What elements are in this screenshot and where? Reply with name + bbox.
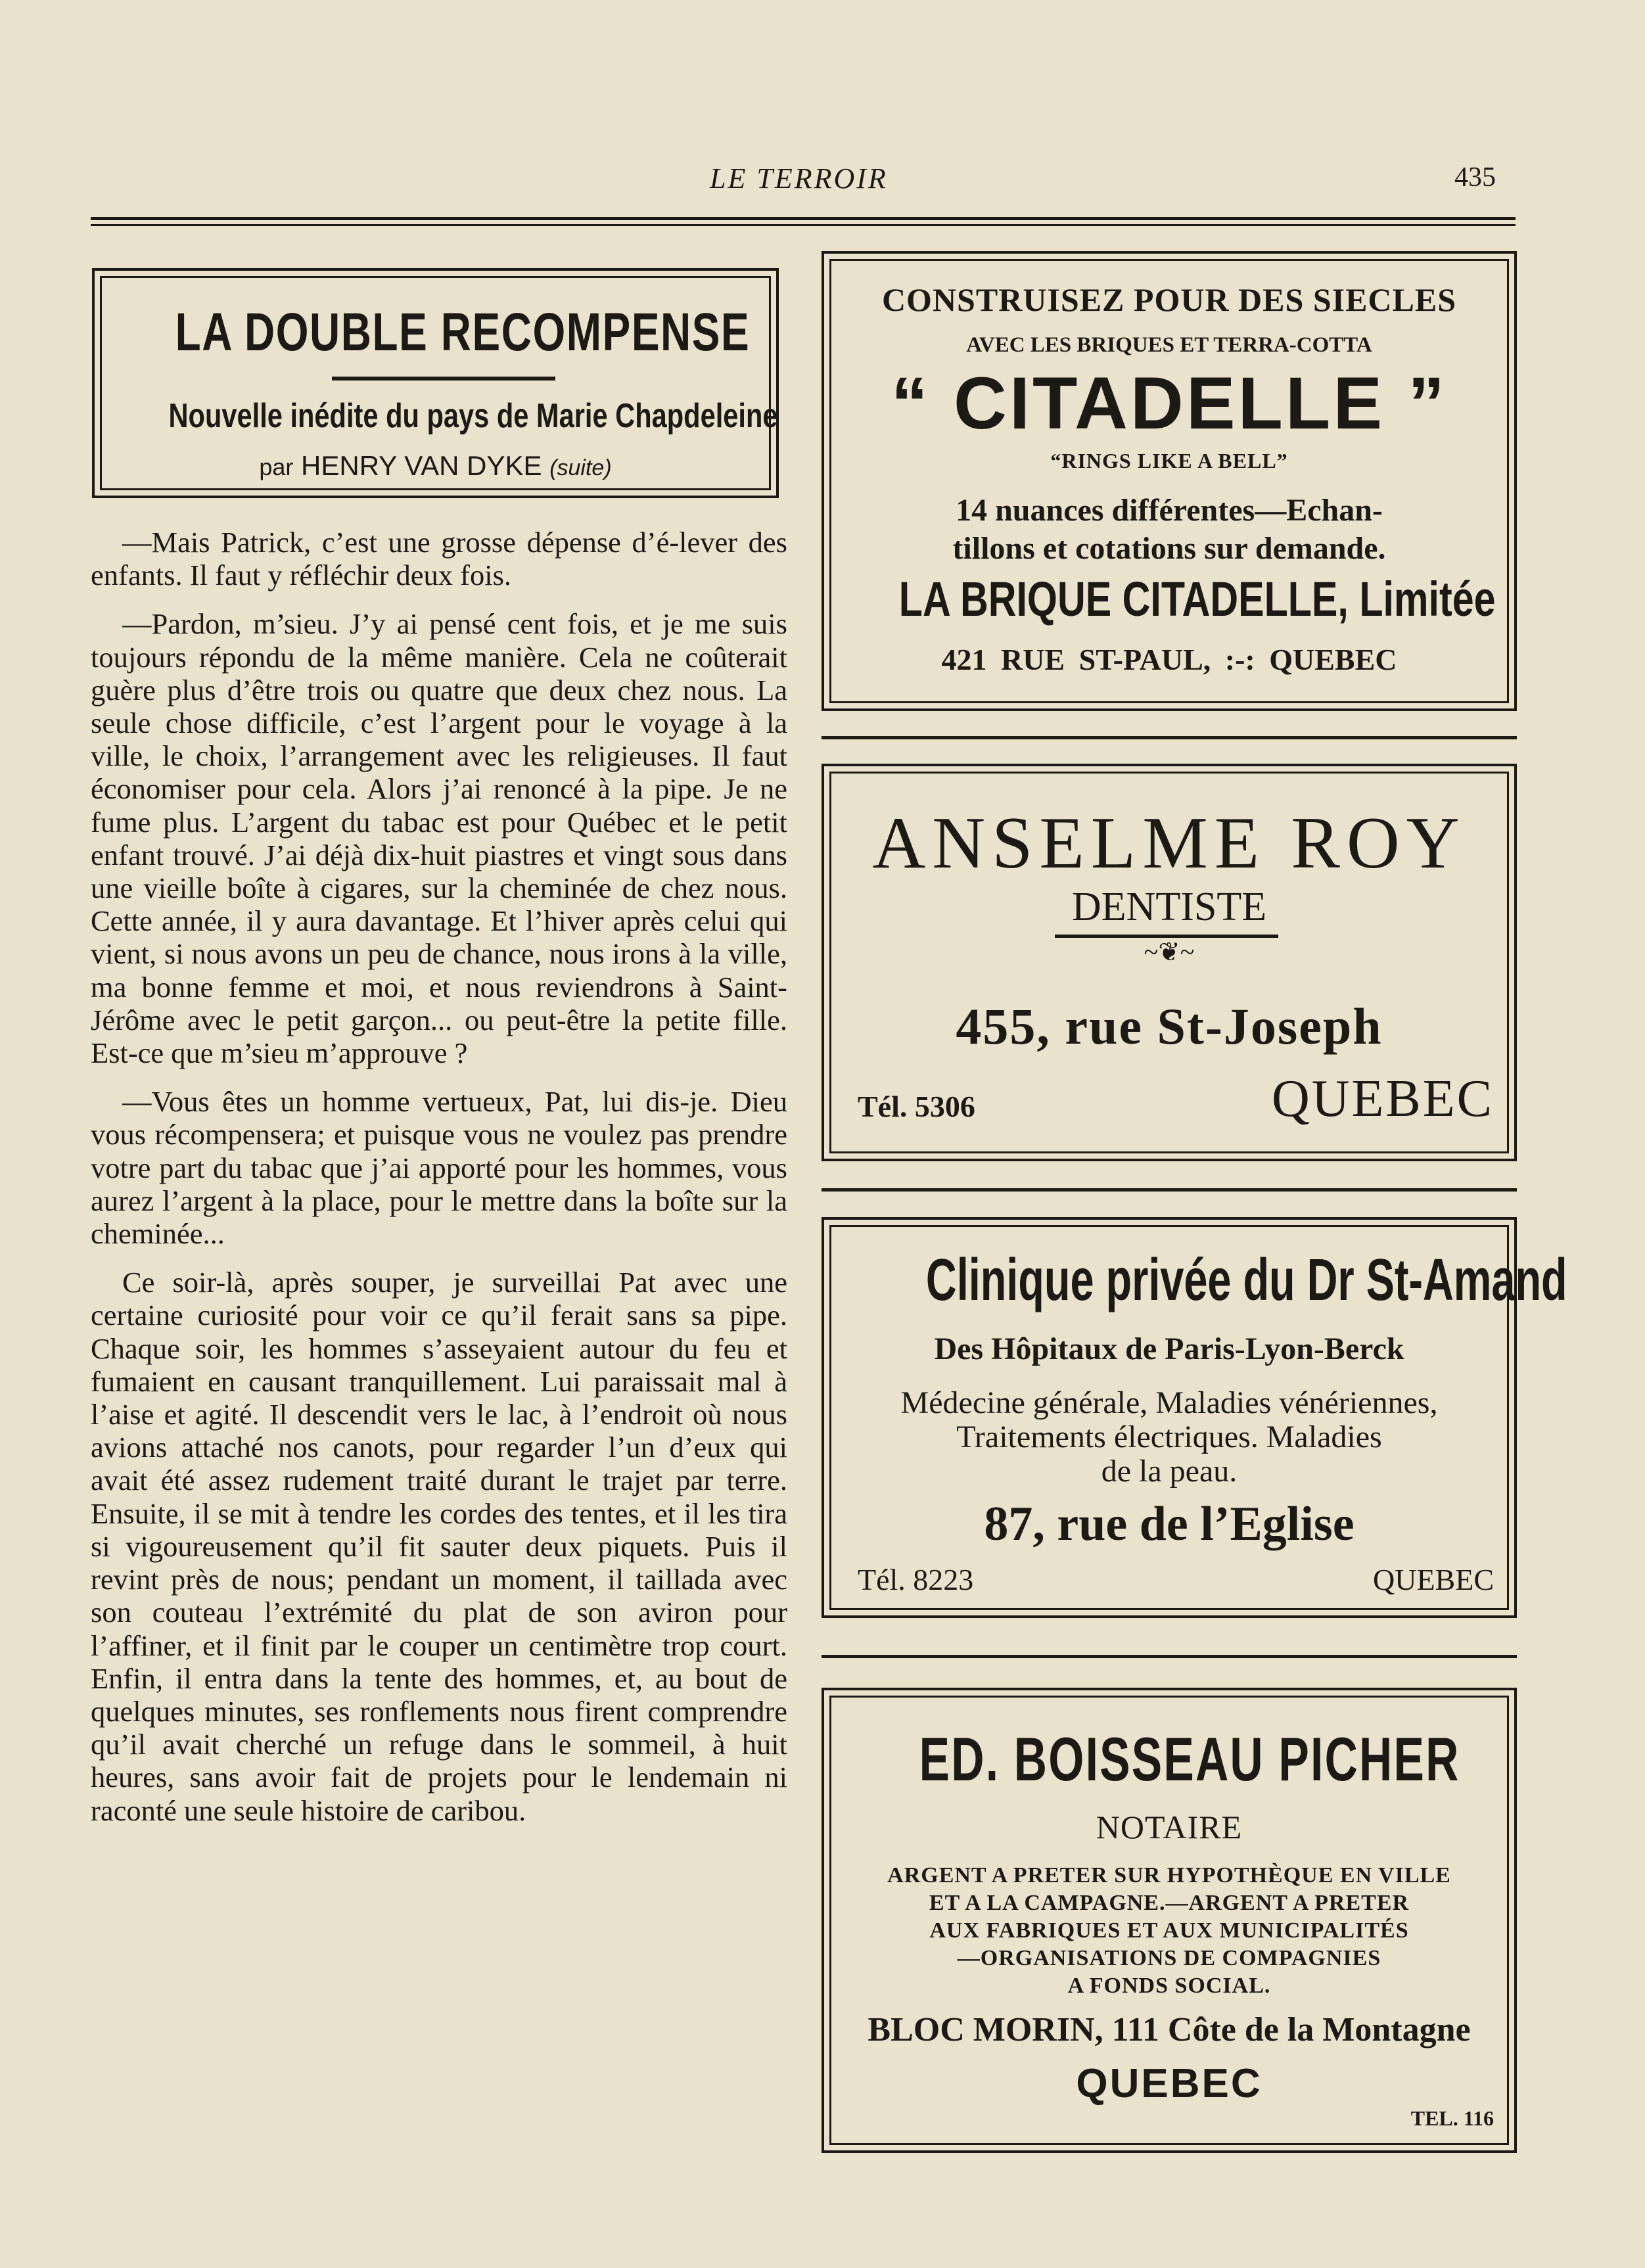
story-author: HENRY VAN DYKE — [301, 450, 542, 481]
byline-prefix: par — [259, 453, 294, 480]
citadelle-subline: AVEC LES BRIQUES ET TERRA-COTTA — [966, 333, 1372, 357]
title-underline — [332, 377, 555, 381]
story-body — [91, 526, 787, 1843]
citadelle-company: LA BRIQUE CITADELLE, Limitée — [898, 572, 1496, 626]
boisseau-description: ET A LA CAMPAGNE.—ARGENT A PRETER — [929, 1891, 1410, 1915]
boisseau-description: ARGENT A PRETER SUR HYPOTHÈQUE EN VILLE — [887, 1863, 1451, 1887]
citadelle-shades: 14 nuances différentes—Echan- — [956, 493, 1383, 528]
clinique-hospitals: Des Hôpitaux de Paris-Lyon-Berck — [934, 1331, 1404, 1366]
header-rule-bottom — [91, 224, 1516, 226]
page-number: 435 — [1454, 162, 1496, 193]
citadelle-samples: tillons et cotations sur demande. — [952, 531, 1386, 566]
roy-profession: DENTISTE — [1071, 885, 1267, 929]
ad-divider — [822, 1655, 1517, 1658]
roy-address: 455, rue St-Joseph — [956, 998, 1383, 1055]
boisseau-description: AUX FABRIQUES ET AUX MUNICIPALITÉS — [929, 1918, 1409, 1943]
story-paragraph: —Mais Patrick, c’est une grosse dépense d’é-lever des enfants. Il faut y réfléchir deux fois. — [91, 526, 787, 592]
roy-phone: Tél. 5306 — [858, 1090, 975, 1123]
ad-roy — [822, 764, 1517, 1161]
running-title: LE TERROIR — [710, 162, 888, 195]
boisseau-profession: NOTAIRE — [1096, 1809, 1243, 1845]
clinique-city: QUEBEC — [1373, 1563, 1494, 1596]
story-continued: (suite) — [549, 455, 612, 480]
ad-divider — [822, 1188, 1517, 1192]
citadelle-address: 421 RUE ST-PAUL, :-: QUEBEC — [941, 643, 1397, 676]
citadelle-headline: CONSTRUISEZ POUR DES SIECLES — [881, 281, 1457, 318]
story-title-box — [92, 268, 779, 498]
citadelle-tagline: “RINGS LIKE A BELL” — [1050, 449, 1288, 473]
clinique-services: Médecine générale, Maladies vénériennes, — [900, 1385, 1438, 1420]
ad-citadelle — [822, 251, 1517, 711]
ad-boisseau — [822, 1688, 1517, 2153]
ornament-icon: ~❦~ — [1144, 937, 1195, 967]
boisseau-description: A FONDS SOCIAL. — [1067, 1974, 1271, 1998]
clinique-services: de la peau. — [1101, 1454, 1238, 1489]
story-paragraph: —Pardon, m’sieu. J’y ai pensé cent fois, et je me suis toujours répondu de la même manière. Cela ne coûterait guère plus d’être trois ou quatre que deux chez nous. La seule chose difficile, c’est l’argent pour le voyage à la ville, le choix, l’arrangement avec les religieuses. Il faut économiser pour cela. Alors j’ai renoncé à la pipe. Je ne fume plus. L’argent du tabac est pour Québec et le petit enfant trouvé. J’ai déjà dix-huit piastres et vingt sous dans une vieille boîte à cigares, sur la cheminée de chez nous. Cette année, il y aura davantage. Et l’hiver après celui qui vient, si nous avons un peu de chance, nous irons à la ville, ma bonne femme et moi, et nous reviendrons à Saint-Jérôme avec le petit garçon... ou peut-être la petite fille. Est-ce que m’sieu m’approuve ? — [91, 607, 787, 1070]
boisseau-city: QUEBEC — [1076, 2061, 1263, 2106]
roy-name: ANSELME ROY — [872, 802, 1466, 884]
clinique-phone: Tél. 8223 — [858, 1563, 974, 1596]
story-paragraph: —Vous êtes un homme vertueux, Pat, lui dis-je. Dieu vous récompensera; et puisque vous ne voulez pas prendre votre part du tabac que j’ai apporté pour les hommes, vous aurez l’argent à la place, pour le mettre dans la boîte sur la cheminée... — [91, 1085, 787, 1251]
story-subtitle: Nouvelle inédite du pays de Marie Chapdeleine — [168, 397, 778, 435]
citadelle-brand: “ CITADELLE ” — [891, 362, 1448, 444]
ad-clinique — [822, 1217, 1567, 1618]
boisseau-address: BLOC MORIN, 111 Côte de la Montagne — [868, 2011, 1471, 2048]
story-title: LA DOUBLE RECOMPENSE — [175, 302, 751, 362]
story-byline — [102, 450, 769, 482]
boisseau-name: ED. BOISSEAU PICHER — [919, 1724, 1460, 1794]
ad-divider — [822, 736, 1517, 739]
roy-city: QUEBEC — [1272, 1070, 1494, 1128]
boisseau-description: —ORGANISATIONS DE COMPAGNIES — [957, 1946, 1381, 1970]
story-paragraph: Ce soir-là, après souper, je surveillai Pat avec une certaine curiosité pour voir ce qu’il ferait sans sa pipe. Chaque soir, les hommes s’asseyaient autour du feu et fumaient en causant tranquillement. Lui paraissait mal à l’aise et agité. Il descendit vers le lac, à l’endroit où nous avions attaché nos canots, pour regarder l’un d’eux qui avait été assez rudement traité durant le trajet par terre. Ensuite, il se mit à tendre les cordes des tentes, et il les tira si vigoureusement qu’il fit sauter deux piquets. Puis il revint près de nous; pendant un moment, il taillada avec son couteau l’extrémité du plat de son aviron pour l’affiner, et il finit par le couper un centimètre trop court. Enfin, il entra dans la tente des hommes, et, au bout de quelques minutes, ses ronflements nous firent comprendre qu’il avait cherché un refuge dans le sommeil, à huit heures, sans avoir fait de projets pour le lendemain ni raconté une seule histoire de caribou. — [91, 1266, 787, 1827]
clinique-address: 87, rue de l’Eglise — [984, 1497, 1355, 1551]
clinique-name: Clinique privée du Dr St-Amand — [925, 1247, 1567, 1313]
boisseau-phone: TEL. 116 — [1410, 2106, 1494, 2130]
clinique-services: Traitements électriques. Maladies — [956, 1420, 1382, 1454]
header-rule-top — [91, 217, 1516, 220]
